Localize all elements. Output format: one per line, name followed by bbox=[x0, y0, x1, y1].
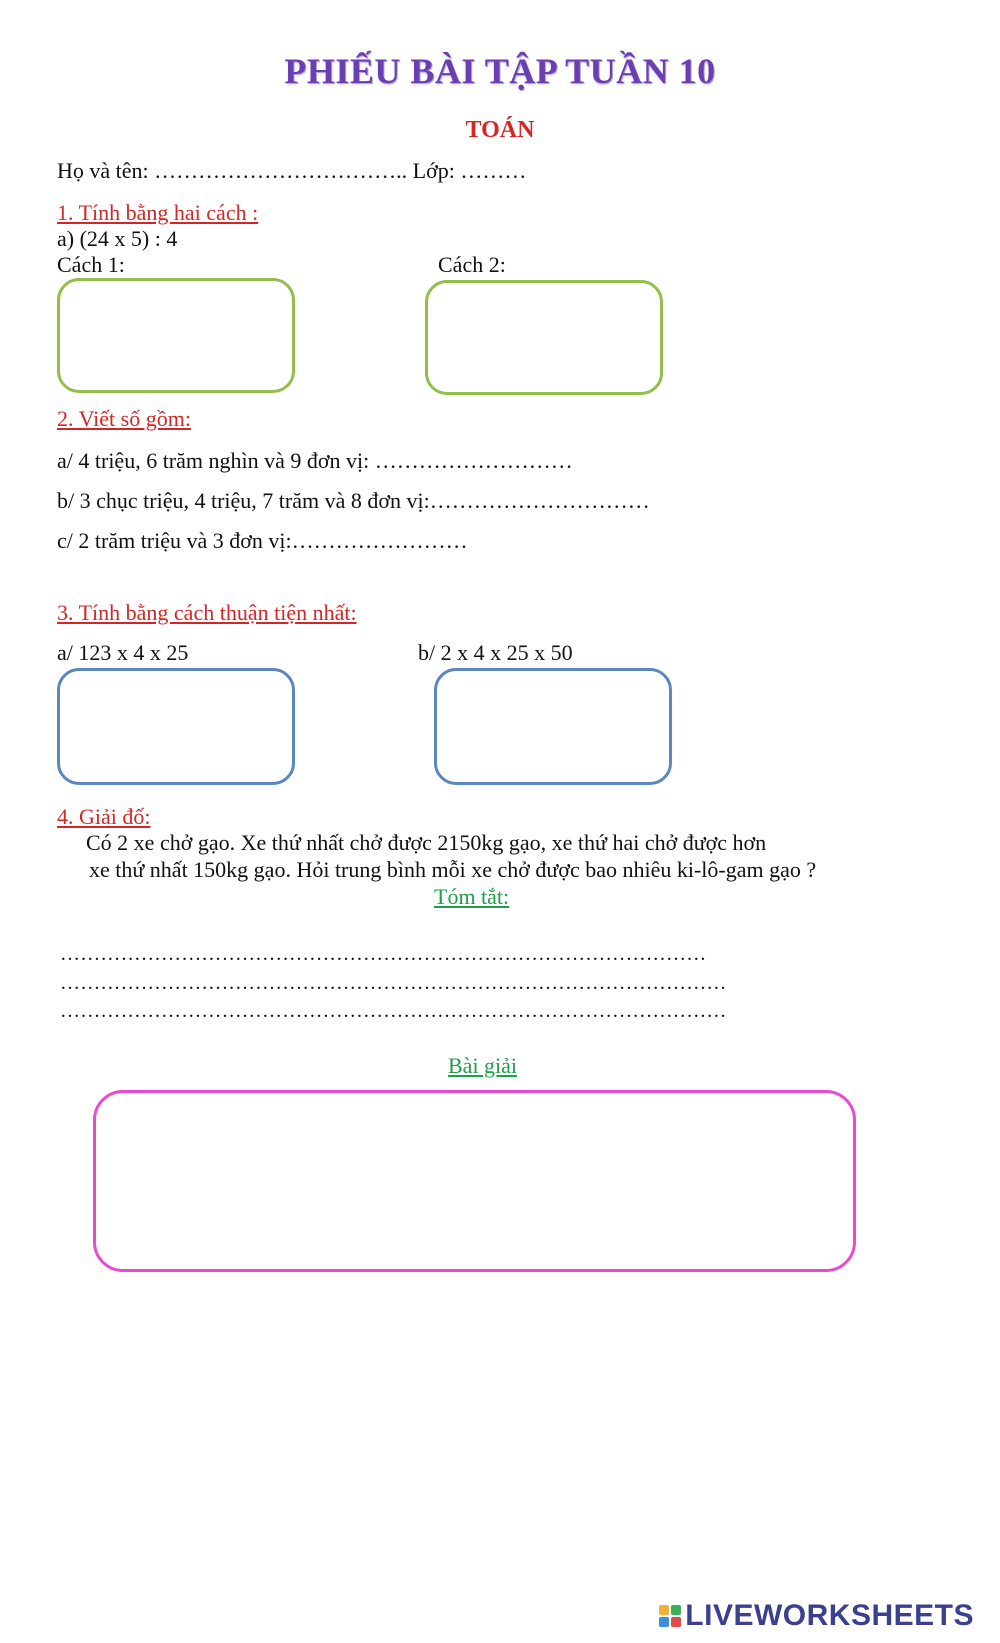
way1-answer-box[interactable] bbox=[57, 278, 295, 393]
section3-problem-b: b/ 2 x 4 x 25 x 50 bbox=[418, 640, 573, 665]
way2-answer-box[interactable] bbox=[425, 280, 663, 395]
section1-problem: a) (24 x 5) : 4 bbox=[57, 226, 178, 251]
summary-dot-line-2: ……………………………………………………………………………………… bbox=[60, 972, 727, 994]
solution-answer-box[interactable] bbox=[93, 1090, 856, 1272]
subject-label: TOÁN bbox=[465, 117, 535, 143]
liveworksheets-logo-icon bbox=[659, 1605, 681, 1627]
section3-answer-box-b[interactable] bbox=[434, 668, 672, 785]
solution-label: Bài giải bbox=[448, 1053, 518, 1078]
logo-square-3 bbox=[659, 1617, 669, 1627]
word-problem-line2: xe thứ nhất 150kg gạo. Hỏi trung bình mỗi xe chở được bao nhiêu ki-lô-gam gạo ? bbox=[89, 857, 817, 882]
logo-square-2 bbox=[671, 1605, 681, 1615]
way1-label: Cách 1: bbox=[57, 252, 125, 277]
section2-item-a: a/ 4 triệu, 6 trăm nghìn và 9 đơn vị: ……………………… bbox=[57, 448, 573, 473]
summary-dot-line-1: …………………………………………………………………………………… bbox=[60, 943, 707, 965]
section4-heading: 4. Giải đố: bbox=[57, 804, 151, 829]
word-problem-line1: Có 2 xe chở gạo. Xe thứ nhất chở được 2150kg gạo, xe thứ hai chở được hơn bbox=[86, 830, 767, 855]
section3-answer-box-a[interactable] bbox=[57, 668, 295, 785]
section1-heading: 1. Tính bằng hai cách : bbox=[57, 200, 259, 225]
liveworksheets-logo bbox=[659, 1599, 974, 1633]
summary-dot-line-3: ……………………………………………………………………………………… bbox=[60, 1000, 727, 1022]
logo-square-4 bbox=[671, 1617, 681, 1627]
section2-item-c: c/ 2 trăm triệu và 3 đơn vị:…………………… bbox=[57, 528, 468, 553]
section3-heading: 3. Tính bằng cách thuận tiện nhất: bbox=[57, 600, 357, 625]
name-class-line: Họ và tên: …………………………….. Lớp: ……… bbox=[57, 158, 527, 183]
logo-square-1 bbox=[659, 1605, 669, 1615]
section2-heading: 2. Viết số gồm: bbox=[57, 406, 191, 431]
worksheet-title: PHIẾU BÀI TẬP TUẦN 10 bbox=[284, 51, 716, 91]
summary-label: Tóm tắt: bbox=[434, 884, 510, 909]
way2-label: Cách 2: bbox=[438, 252, 506, 277]
logo-text: LIVEWORKSHEETS bbox=[685, 1599, 974, 1632]
section3-problem-a: a/ 123 x 4 x 25 bbox=[57, 640, 189, 665]
section2-item-b: b/ 3 chục triệu, 4 triệu, 7 trăm và 8 đơn vị:………………………… bbox=[57, 488, 650, 513]
